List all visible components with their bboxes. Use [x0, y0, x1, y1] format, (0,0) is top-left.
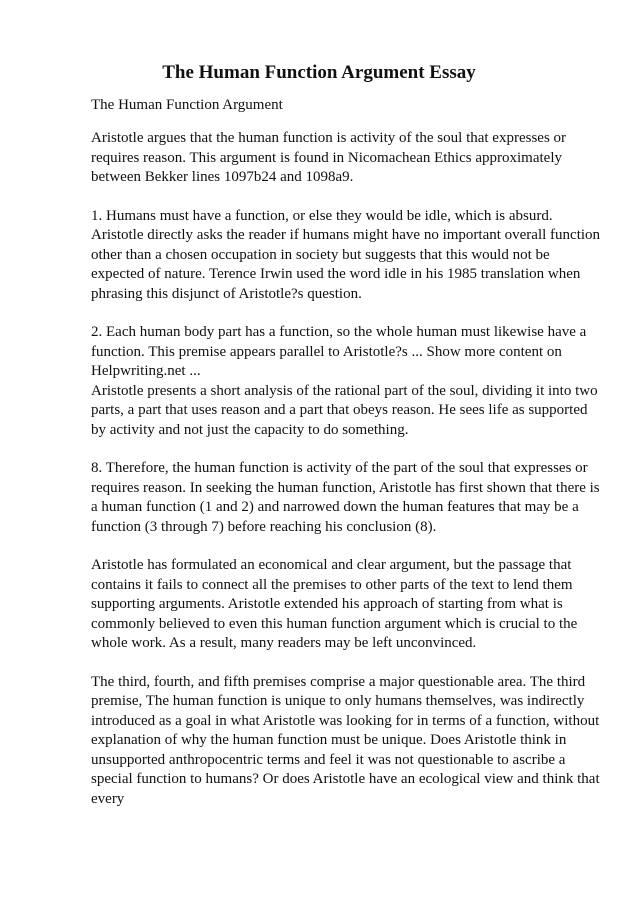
- paragraph-premise-1: 1. Humans must have a function, or else they would be idle, which is absurd. Aristotle directly asks the reader if humans might have no important overall function other than a chosen occupation in society but suggests that this would not be expected of nature. Terence Irwin used the word idle in his 1985 translation when phrasing this disjunct of Aristotle?s question.: [91, 207, 601, 302]
- paragraph-rational-soul: Aristotle presents a short analysis of the rational part of the soul, dividing it into two parts, a part that uses reason and a part that obeys reason. He sees life as supported by activity and not just the capacity to do something.: [91, 382, 598, 438]
- paragraph-critique: The third, fourth, and fifth premises comprise a major questionable area. The third premise, The human function is unique to only humans themselves, was indirectly introduced as a goal in what Aristotle was looking for in terms of a function, without explanation of why the human function must be unique. Does Aristotle think in unsupported anthropocentric terms and feel it was not questionable to ascribe a special function to humans? Or does Aristotle have an ecological view and think that every: [91, 673, 600, 807]
- paragraph-evaluation: Aristotle has formulated an economical and clear argument, but the passage that contains it fails to connect all the premises to other parts of the text to lend them supporting arguments. Aristotle extended his approach of starting from what is commonly believed to even this human function argument which is crucial to the whole work. As a result, many readers may be left unconvinced.: [91, 557, 578, 651]
- document-title: The Human Function Argument Essay: [162, 62, 476, 83]
- paragraph-premise-2: 2. Each human body part has a function, so the whole human must likewise have a function. This premise appears parallel to Aristotle?s ... Show more content on Helpwriting.net ...: [91, 324, 587, 379]
- document-subtitle: The Human Function Argument: [91, 97, 283, 113]
- paragraph-intro: Aristotle argues that the human function is activity of the soul that expresses or requires reason. This argument is found in Nicomachean Ethics approximately between Bekker lines 1097b24 and 1098a9.: [91, 130, 567, 185]
- paragraph-conclusion: 8. Therefore, the human function is activity of the part of the soul that expresses or requires reason. In seeking the human function, Aristotle has first shown that there is a human function (1 and 2) and narrowed down the human features that may be a function (3 through 7) before reaching his conclusion (8).: [91, 460, 600, 535]
- document-body: [91, 129, 603, 828]
